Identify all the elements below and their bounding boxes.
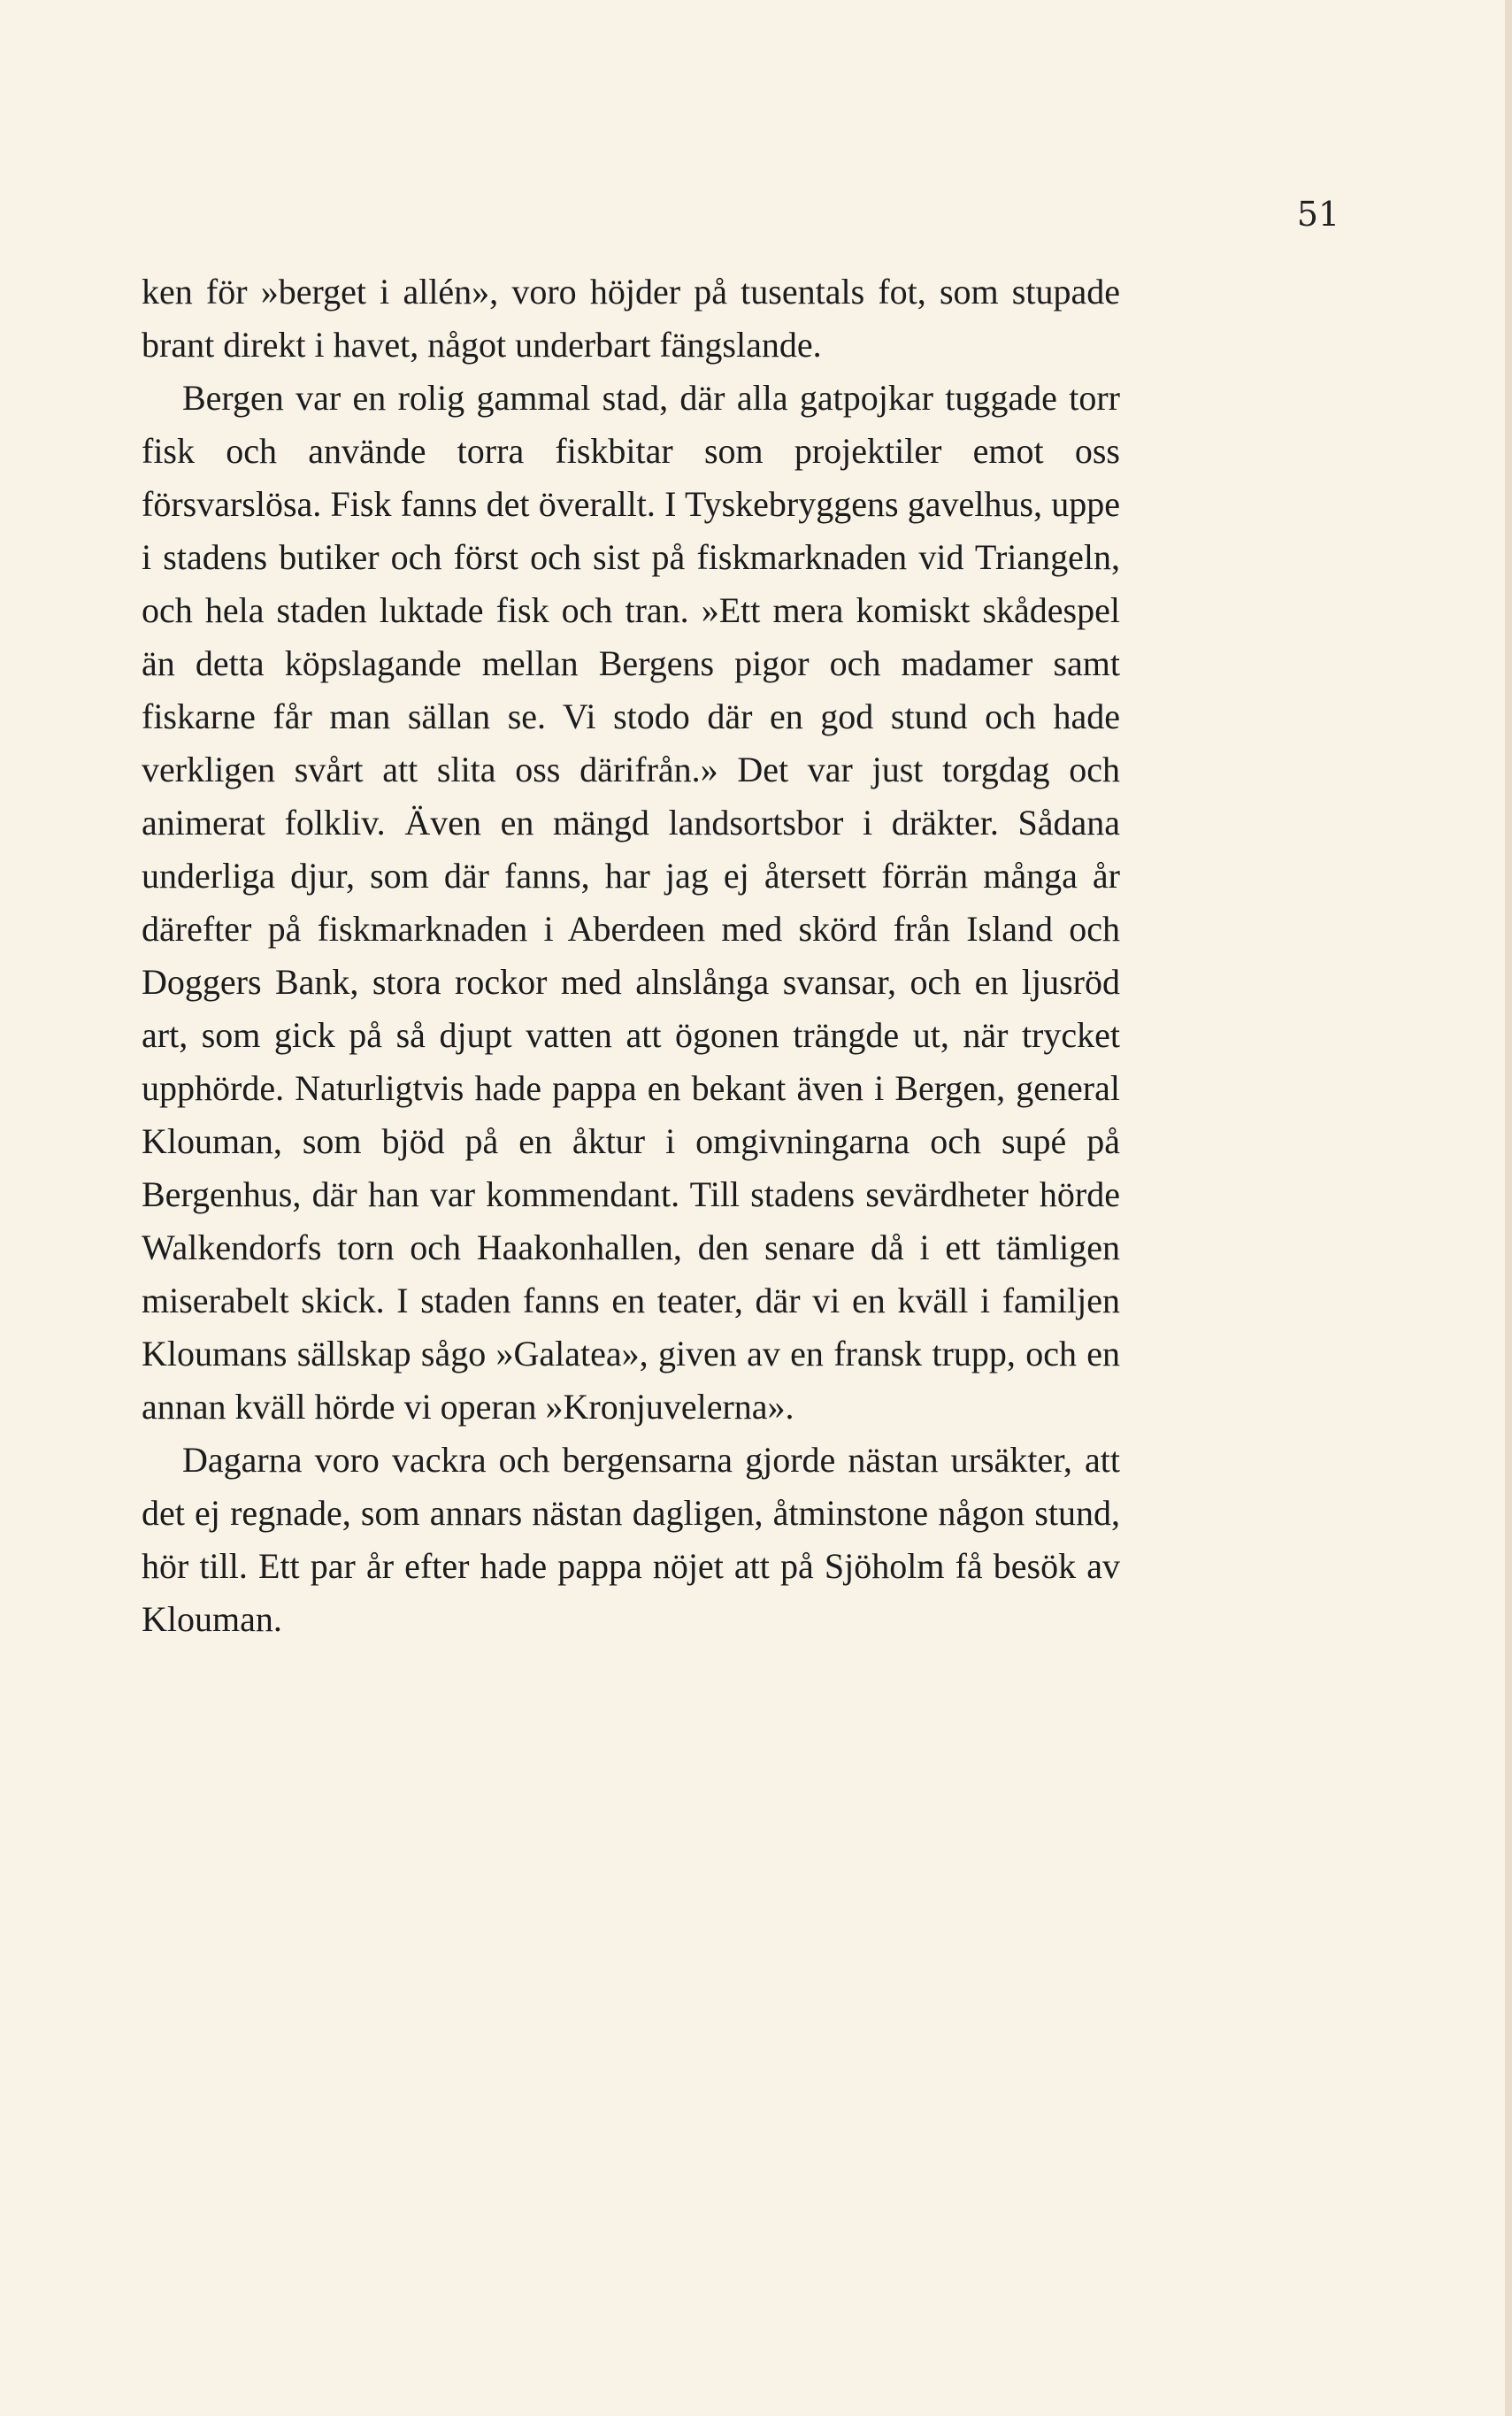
- page-number: 51: [1296, 195, 1340, 234]
- page-edge: [1505, 0, 1512, 2416]
- page-text: [142, 265, 1120, 1646]
- paragraph-1: ken för »berget i allén», voro höjder på tusentals fot, som stupade brant direkt i havet, något underbart fängslande.: [142, 272, 1120, 365]
- paragraph-3: Dagarna voro vackra och bergensarna gjorde nästan ursäkter, att det ej regnade, som annars nästan dagligen, åtminstone någon stund, hör till. Ett par år efter hade pappa nöjet att på Sjöholm få besök av Klouman.: [142, 1440, 1120, 1639]
- paragraph-2: Bergen var en rolig gammal stad, där alla gatpojkar tuggade torr fisk och använde torra fiskbitar som projektiler emot oss försvarslösa. Fisk fanns det överallt. I Tyskebryggens gavelhus, uppe i stadens butiker och först och sist på fiskmarknaden vid Triangeln, och hela staden luktade fisk och tran. »Ett mera komiskt skådespel än detta köpslagande mellan Bergens pigor och madamer samt fiskarne får man sällan se. Vi stodo där en god stund och hade verkligen svårt att slita oss därifrån.» Det var just torgdag och animerat folkliv. Även en mängd landsortsbor i dräkter. Sådana underliga djur, som där fanns, har jag ej återsett förrän många år därefter på fiskmarknaden i Aberdeen med skörd från Island och Doggers Bank, stora rockor med alnslånga svansar, och en ljusröd art, som gick på så djupt vatten att ögonen trängde ut, när trycket upphörde. Naturligtvis hade pappa en bekant även i Bergen, general Klouman, som bjöd på en åktur i omgivningarna och supé på Bergenhus, där han var kommendant. Till stadens sevärdheter hörde Walkendorfs torn och Haakonhallen, den senare då i ett tämligen miserabelt skick. I staden fanns en teater, där vi en kväll i familjen Kloumans sällskap sågo »Galatea», given av en fransk trupp, och en annan kväll hörde vi operan »Kronjuvelerna».: [142, 378, 1120, 1427]
